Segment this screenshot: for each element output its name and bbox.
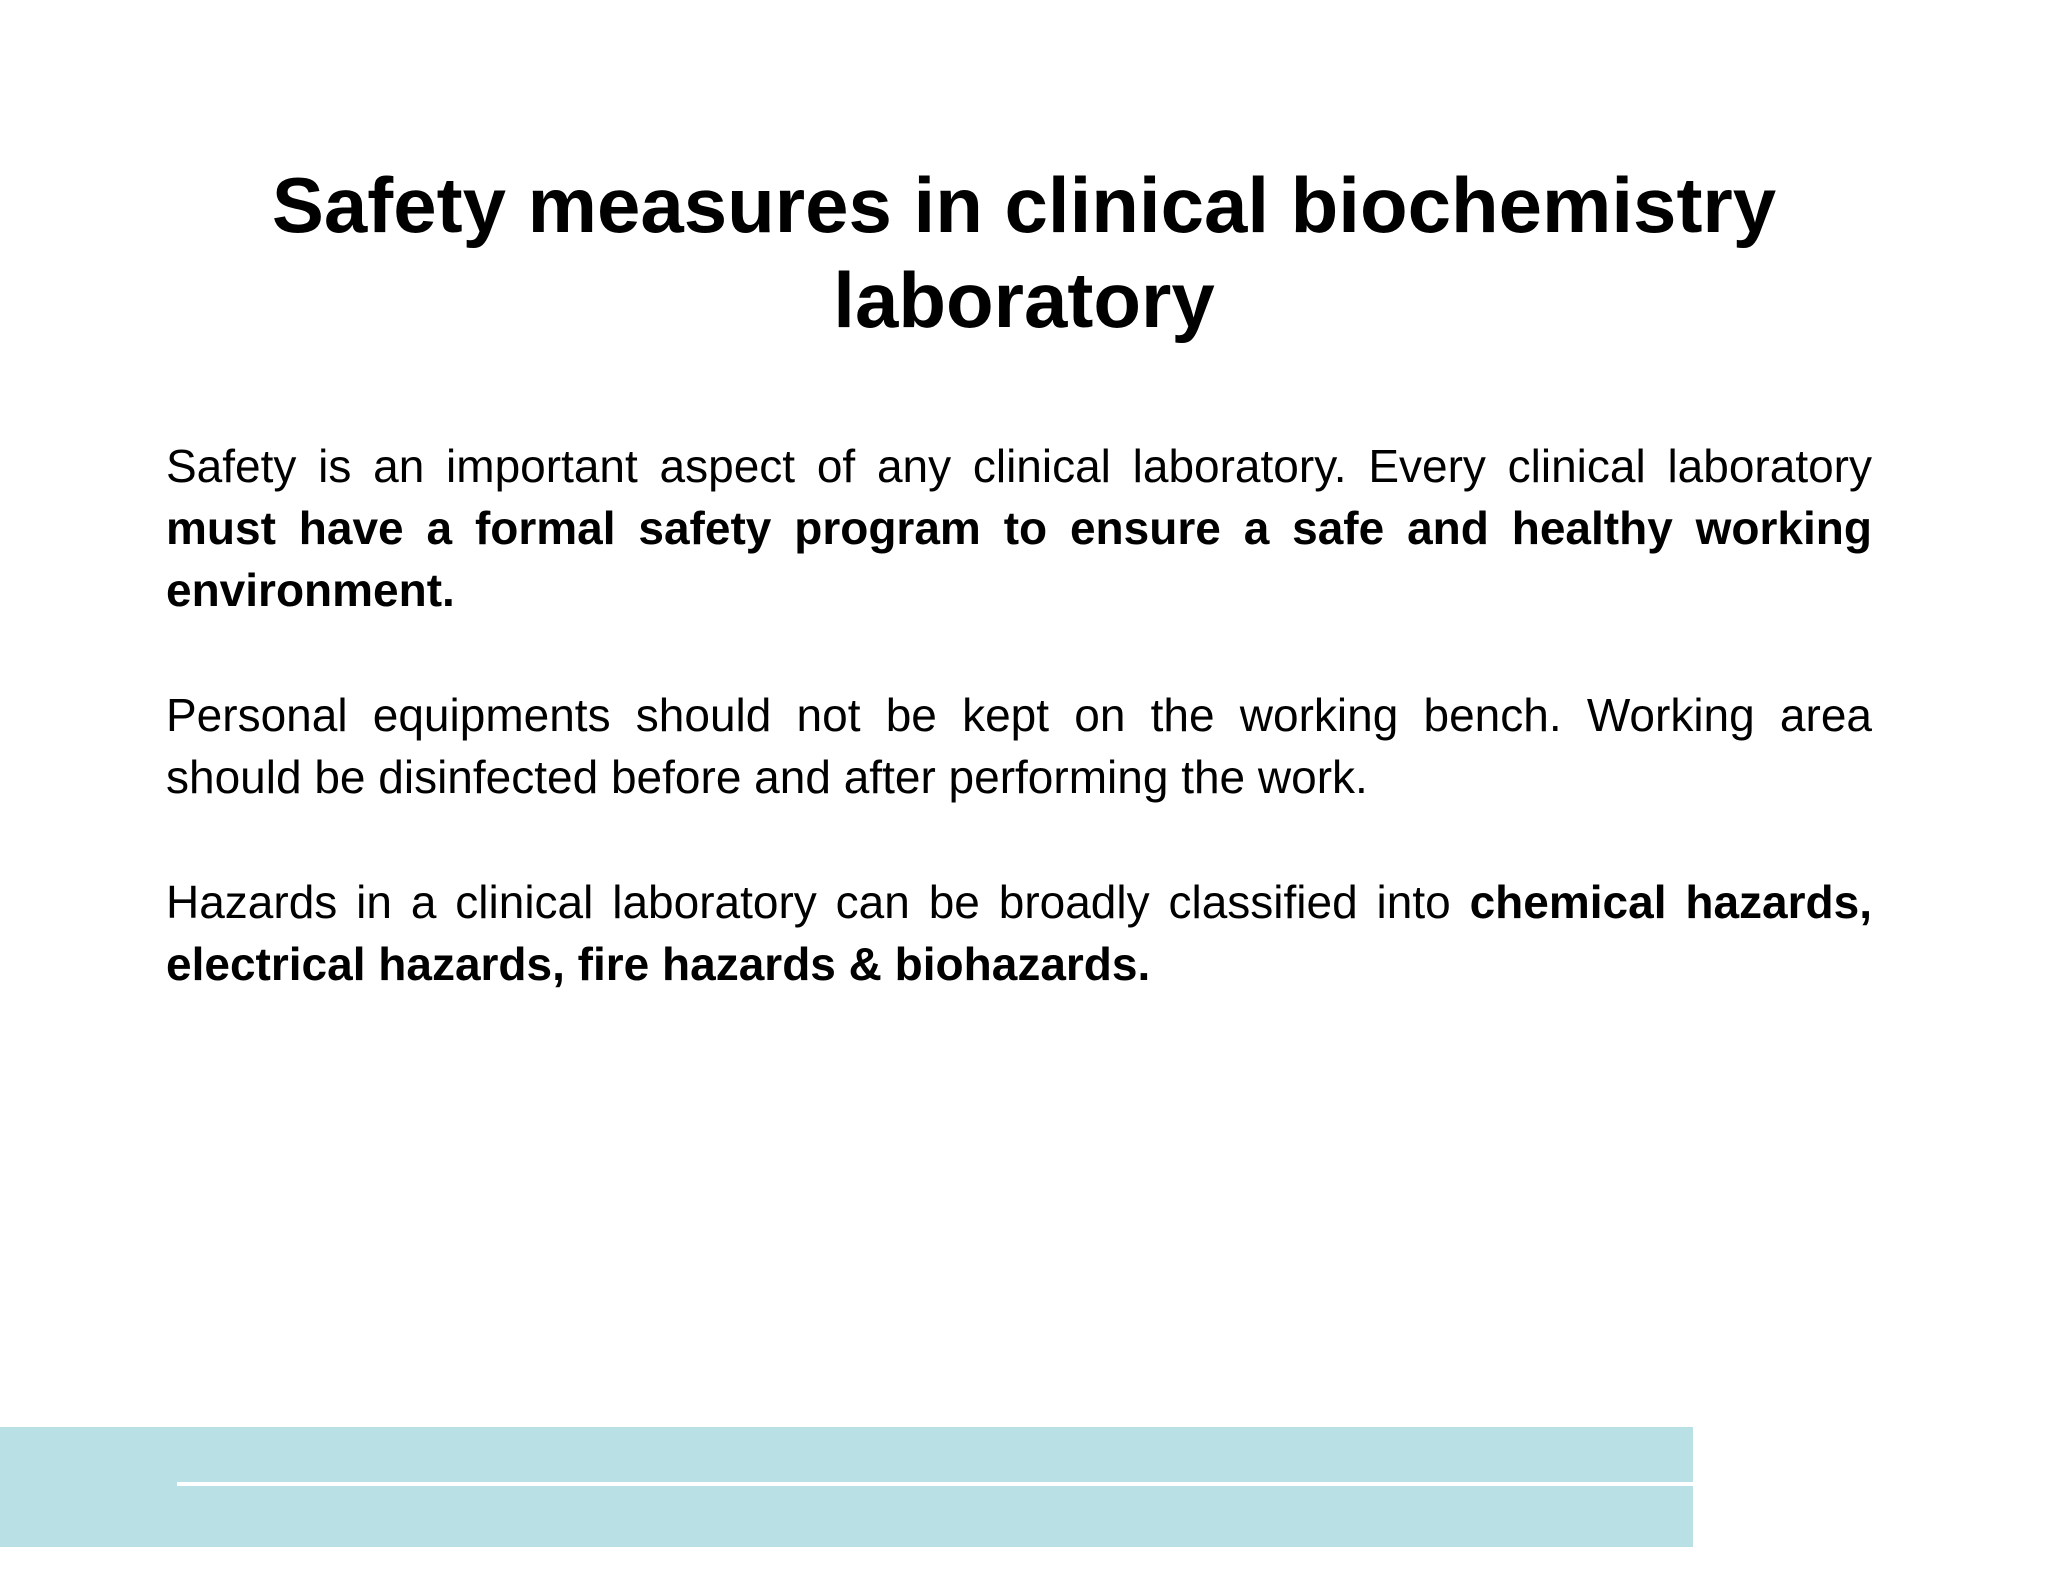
slide-title [200,158,1848,348]
paragraph-hazards [166,871,1872,995]
paragraph-3-text: Hazards in a clinical laboratory can be broadly classified into [166,876,1470,928]
paragraph-1-text: Safety is an important aspect of any clinical laboratory. Every clinical laboratory [166,440,1872,492]
footer-divider-line [177,1482,1693,1486]
paragraph-2-text: Personal equipments should not be kept on the working bench. Working area should be disinfected before and after performing the work. [166,689,1872,803]
paragraph-3-bold-text: chemical hazards, electrical hazards, fire hazards & biohazards. [166,876,1872,990]
slide-title-line-1: Safety measures in clinical biochemistry [271,161,1777,249]
paragraph-safety-program [166,435,1872,621]
slide-title-line-2: laboratory [833,256,1215,344]
paragraph-1-bold-text: must have a formal safety program to ensure a safe and healthy working environment. [166,502,1872,616]
footer-decorative-band [0,1427,1693,1547]
paragraph-personal-equipment [166,684,1872,808]
